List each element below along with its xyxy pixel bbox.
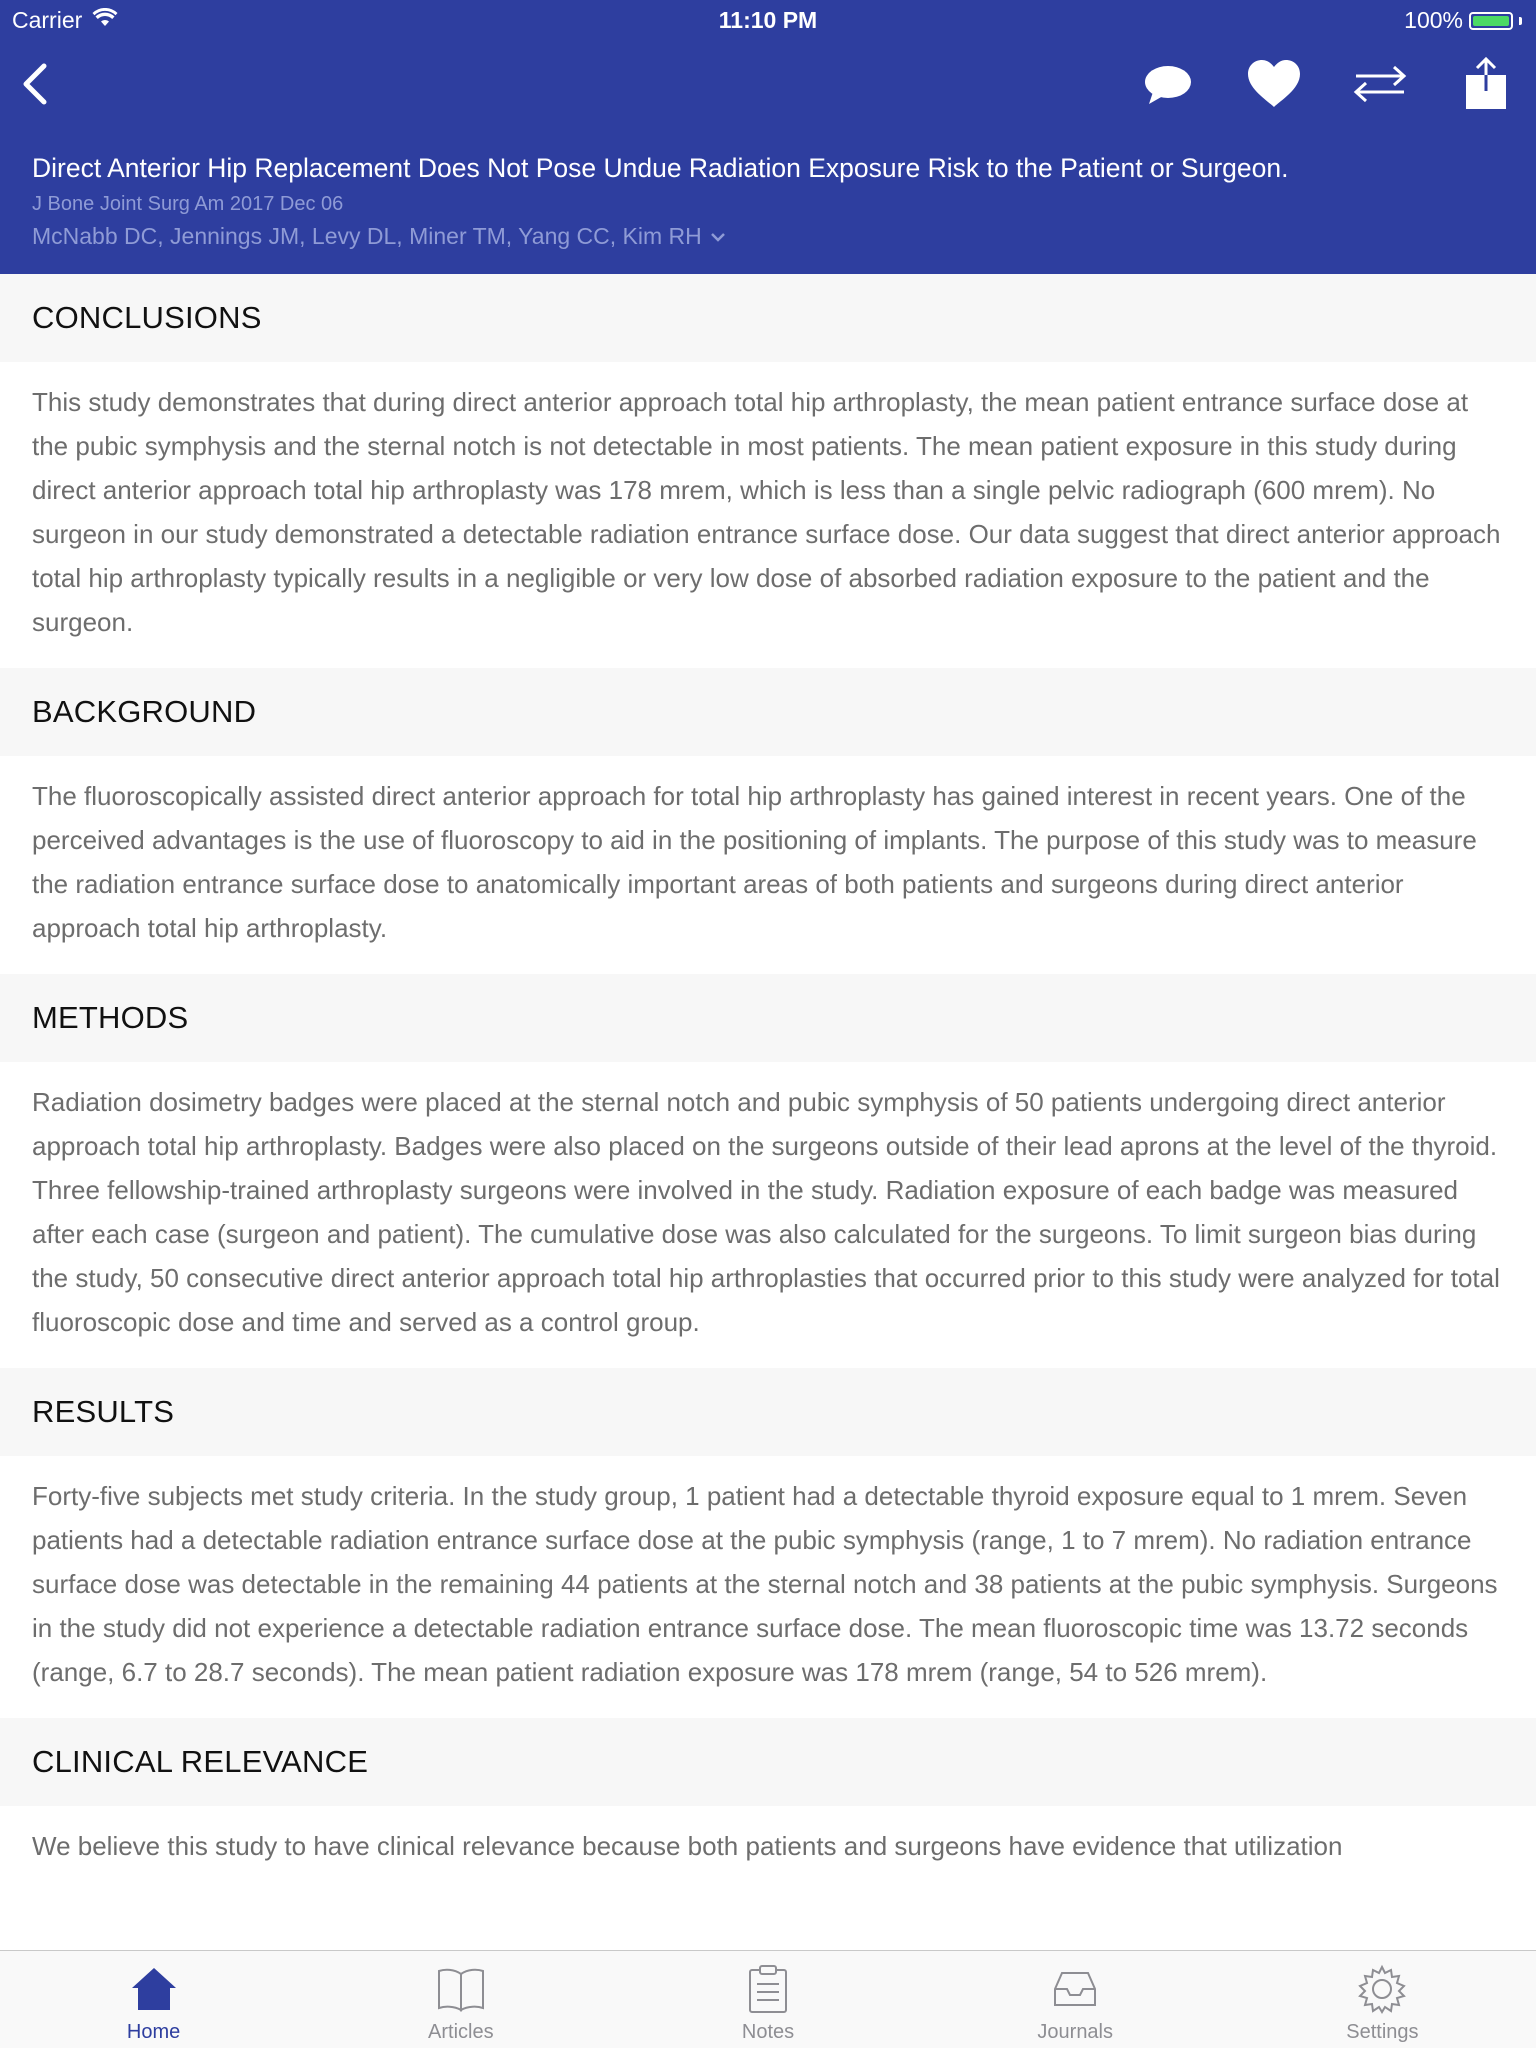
section-heading: RESULTS (0, 1368, 1536, 1456)
section-heading: METHODS (0, 974, 1536, 1062)
gear-icon (1356, 1963, 1408, 2015)
status-time: 11:10 PM (718, 7, 818, 33)
section-clinical-relevance (0, 1718, 1536, 1892)
inbox-icon (1049, 1963, 1101, 2015)
article-header (0, 0, 1536, 274)
clipboard-icon (742, 1963, 794, 2015)
article-title: Direct Anterior Hip Replacement Does Not Pose Undue Radiation Exposure Risk to the Patient or Surgeon. (32, 153, 1289, 183)
chevron-left-icon (20, 62, 50, 106)
share-icon (1464, 57, 1508, 111)
authors-text: McNabb DC, Jennings JM, Levy DL, Miner TM, Yang CC, Kim RH (32, 223, 702, 249)
article-content[interactable] (0, 274, 1536, 1950)
tab-settings[interactable] (1229, 1951, 1536, 2048)
section-heading: CLINICAL RELEVANCE (0, 1718, 1536, 1806)
section-body: Radiation dosimetry badges were placed at the sternal notch and pubic symphysis of 50 patients undergoing direct anterior approach total hip arthroplasty. Badges were also placed on the surgeons outside of their lead aprons at the level of the thyroid. Three fellowship-trained arthroplasty surgeons were involved in the study. Radiation exposure of each badge was measured after each case (surgeon and patient). The cumulative dose was also calculated for the surgeons. To limit surgeon bias during the study, 50 consecutive direct anterior approach total hip arthroplasties that occurred prior to this study were analyzed for total fluoroscopic dose and time and served as a control group. (0, 1062, 1536, 1368)
related-button[interactable] (1352, 54, 1408, 114)
section-results (0, 1368, 1536, 1718)
share-button[interactable] (1458, 54, 1514, 114)
section-background (0, 668, 1536, 974)
section-body: Forty-five subjects met study criteria. In the study group, 1 patient had a detectable thyroid exposure equal to 1 mrem. Seven patients had a detectable radiation entrance surface dose at the pubic symphysis (range, 1 to 7 mrem). No radiation entrance surface dose was detectable in the remaining 44 patients at the sternal notch and 38 patients at the pubic symphysis. Surgeons in the study did not experience a detectable radiation entrance surface dose. The mean fluoroscopic time was 13.72 seconds (range, 6.7 to 28.7 seconds). The mean patient radiation exposure was 178 mrem (range, 54 to 526 mrem). (0, 1456, 1536, 1718)
tab-journals[interactable] (922, 1951, 1229, 2048)
status-battery (1404, 7, 1522, 34)
speech-bubble-icon (1143, 62, 1193, 106)
chevron-down-icon (710, 232, 726, 242)
comment-button[interactable] (1140, 54, 1196, 114)
tab-label: Journals (1037, 2021, 1114, 2043)
tab-articles[interactable] (307, 1951, 614, 2048)
tab-home[interactable] (0, 1951, 307, 2048)
article-journal: J Bone Joint Surg Am 2017 Dec 06 (32, 193, 344, 215)
book-icon (435, 1963, 487, 2015)
section-body: This study demonstrates that during direct anterior approach total hip arthroplasty, the mean patient entrance surface dose at the pubic symphysis and the sternal notch is not detectable in most patients. The mean patient exposure in this study during direct anterior approach total hip arthroplasty was 178 mrem, which is less than a single pelvic radiograph (600 mrem). No surgeon in our study demonstrated a detectable radiation entrance surface dose. Our data suggest that direct anterior approach total hip arthroplasty typically results in a negligible or very low dose of absorbed radiation exposure to the patient and the surgeon. (0, 362, 1536, 668)
favorite-button[interactable] (1246, 54, 1302, 114)
home-icon (128, 1963, 180, 2015)
tab-label: Settings (1346, 2021, 1419, 2043)
section-conclusions (0, 274, 1536, 668)
article-authors[interactable] (32, 223, 726, 250)
section-methods (0, 974, 1536, 1368)
back-button[interactable] (10, 56, 60, 112)
heart-icon (1246, 59, 1302, 109)
section-heading: CONCLUSIONS (0, 274, 1536, 362)
battery-icon (1469, 12, 1513, 30)
carrier-label: Carrier (12, 7, 83, 33)
battery-percent: 100% (1404, 7, 1463, 33)
tab-notes[interactable] (614, 1951, 921, 2048)
nav-actions (1140, 54, 1514, 114)
tab-label: Notes (741, 2021, 795, 2043)
nav-bar (0, 48, 1536, 120)
tab-label: Articles (428, 2021, 494, 2043)
section-heading: BACKGROUND (0, 668, 1536, 756)
swap-arrows-icon (1352, 64, 1408, 104)
tab-bar (0, 1950, 1536, 2048)
section-body: We believe this study to have clinical relevance because both patients and surgeons have evidence that utilization (0, 1806, 1536, 1892)
tab-label: Home (126, 2021, 181, 2043)
section-body: The fluoroscopically assisted direct anterior approach for total hip arthroplasty has gained interest in recent years. One of the perceived advantages is the use of fluoroscopy to aid in the positioning of implants. The purpose of this study was to measure the radiation entrance surface dose to anatomically important areas of both patients and surgeons during direct anterior approach total hip arthroplasty. (0, 756, 1536, 974)
status-bar (0, 0, 1536, 40)
